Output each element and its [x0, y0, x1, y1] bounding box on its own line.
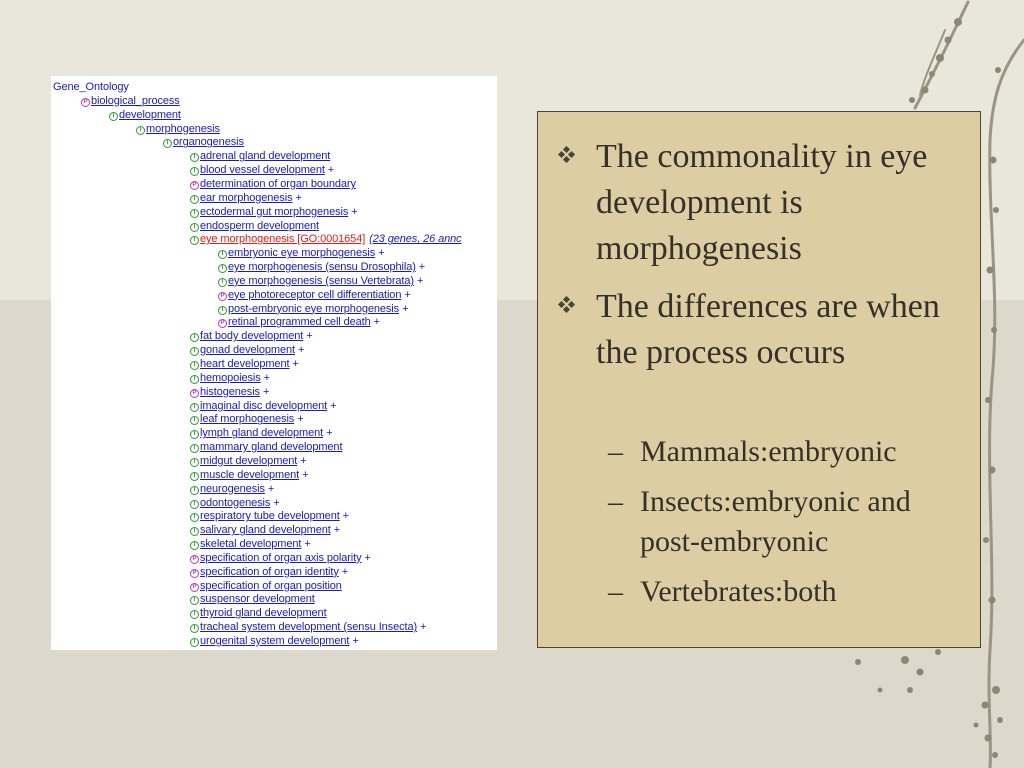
term-type-icon: I: [190, 223, 199, 232]
tree-term-link[interactable]: eye morphogenesis (sensu Vertebrata): [228, 274, 414, 287]
tree-term-link[interactable]: retinal programmed cell death: [228, 316, 371, 329]
tree-term-link[interactable]: lymph gland development: [200, 427, 324, 440]
annotation-count-link[interactable]: (23 genes, 26 annc: [369, 233, 462, 246]
tree-row: [163, 135, 244, 149]
term-type-icon: I: [190, 375, 199, 384]
term-type-icon: I: [218, 278, 227, 287]
tree-row: [81, 94, 180, 108]
expand-plus-icon[interactable]: +: [295, 191, 302, 204]
tree-term-link[interactable]: determination of organ boundary: [200, 177, 356, 190]
term-type-icon: I: [218, 306, 227, 315]
expand-plus-icon[interactable]: +: [402, 302, 409, 315]
term-type-icon: P: [190, 389, 199, 398]
term-type-icon: I: [190, 236, 199, 245]
diamond-cluster-icon: [558, 146, 576, 164]
tree-term-link[interactable]: adrenal gland development: [200, 150, 331, 163]
term-type-icon: I: [190, 416, 199, 425]
tree-term-link[interactable]: development: [119, 108, 181, 121]
tree-term-link[interactable]: morphogenesis: [146, 122, 220, 135]
tree-row: [190, 454, 307, 468]
expand-plus-icon[interactable]: +: [378, 247, 385, 260]
term-type-icon: I: [218, 250, 227, 259]
slide-text-box: [537, 111, 981, 648]
term-type-icon: I: [190, 513, 199, 522]
tree-term-link[interactable]: eye morphogenesis [GO:0001654]: [200, 233, 366, 246]
tree-term-link[interactable]: skeletal development: [200, 538, 302, 551]
tree-row: [218, 302, 408, 316]
term-type-icon: I: [190, 430, 199, 439]
bullet-text: The commonality in eye development is morphogenesis: [596, 138, 928, 267]
tree-row: [190, 579, 342, 593]
tree-term-link[interactable]: histogenesis: [200, 385, 260, 398]
expand-plus-icon[interactable]: +: [292, 358, 299, 370]
tree-term-link[interactable]: specification of organ axis polarity: [200, 551, 362, 564]
tree-row: [190, 523, 340, 537]
expand-plus-icon[interactable]: +: [267, 482, 275, 495]
expand-plus-icon[interactable]: +: [263, 371, 270, 384]
tree-term-link[interactable]: urogenital system development: [200, 635, 350, 647]
term-type-icon: I: [218, 264, 227, 273]
tree-term-link[interactable]: biological_process: [91, 94, 180, 107]
expand-plus-icon[interactable]: +: [273, 496, 280, 509]
tree-term-link[interactable]: neurogenesis: [200, 482, 265, 495]
expand-plus-icon[interactable]: +: [418, 261, 426, 274]
term-type-icon: I: [190, 167, 199, 176]
tree-term-link[interactable]: respiratory tube development: [200, 510, 340, 523]
tree-term-link[interactable]: mammary gland development: [200, 441, 343, 454]
tree-term-link[interactable]: odontogenesis: [200, 496, 271, 509]
expand-plus-icon[interactable]: +: [352, 635, 359, 647]
expand-plus-icon[interactable]: +: [302, 468, 309, 481]
tree-term-link[interactable]: eye photoreceptor cell differentiation: [228, 288, 402, 301]
term-type-icon: P: [190, 181, 199, 190]
tree-term-link[interactable]: midgut development: [200, 454, 298, 467]
term-type-icon: I: [190, 500, 199, 509]
tree-term-link[interactable]: thyroid gland development: [200, 607, 327, 620]
expand-plus-icon[interactable]: +: [333, 524, 341, 537]
expand-plus-icon[interactable]: +: [297, 413, 304, 426]
term-type-icon: P: [81, 98, 90, 107]
expand-plus-icon[interactable]: +: [342, 510, 349, 523]
tree-row: [190, 232, 462, 246]
expand-plus-icon[interactable]: +: [364, 551, 371, 564]
bullet-text: The differences are when the process occurs: [596, 288, 940, 371]
tree-term-link[interactable]: imaginal disc development: [200, 399, 328, 412]
tree-row: [190, 606, 327, 620]
expand-plus-icon[interactable]: +: [297, 344, 305, 357]
term-type-icon: I: [190, 541, 199, 550]
term-type-icon: P: [190, 569, 199, 578]
expand-plus-icon[interactable]: +: [327, 164, 335, 177]
tree-row: [190, 468, 308, 482]
tree-row: [190, 412, 304, 426]
term-type-icon: P: [218, 319, 227, 328]
gene-ontology-tree-panel: [51, 76, 497, 650]
term-type-icon: I: [190, 638, 199, 647]
tree-root-label: Gene_Ontology: [53, 81, 129, 93]
term-type-icon: I: [190, 195, 199, 204]
expand-plus-icon[interactable]: +: [420, 621, 427, 634]
tree-term-link[interactable]: eye morphogenesis (sensu Drosophila): [228, 261, 416, 274]
tree-row: [190, 329, 313, 343]
tree-term-link[interactable]: organogenesis: [173, 136, 244, 149]
tree-row: [190, 440, 342, 454]
tree-term-link[interactable]: specification of organ position: [200, 579, 342, 592]
tree-row: [190, 163, 334, 177]
term-type-icon: I: [163, 139, 172, 148]
expand-plus-icon[interactable]: +: [416, 274, 424, 287]
sub-bullet-text: Insects:embryonic and post-embryonic: [640, 485, 911, 558]
tree-term-link[interactable]: gonad development: [200, 344, 295, 357]
tree-term-link[interactable]: tracheal system development (sensu Insecta): [200, 621, 418, 634]
tree-row: [190, 620, 426, 634]
tree-row: [190, 537, 311, 551]
tree-row: [190, 385, 269, 399]
term-type-icon: I: [190, 486, 199, 495]
term-type-icon: I: [190, 527, 199, 536]
tree-row: [190, 496, 280, 510]
tree-term-link[interactable]: heart development: [200, 358, 290, 370]
term-type-icon: P: [190, 555, 199, 564]
tree-row: [190, 343, 304, 357]
tree-row: [190, 149, 330, 163]
tree-row: [218, 260, 425, 274]
tree-row: [190, 565, 348, 579]
tree-row: [190, 357, 299, 371]
tree-row: [190, 509, 349, 523]
term-type-icon: I: [190, 610, 199, 619]
term-type-icon: I: [109, 112, 118, 121]
sub-bullet-text: Mammals:embryonic: [640, 435, 897, 468]
tree-row: [190, 399, 336, 413]
tree-row: [218, 274, 423, 288]
dash-marker: –: [608, 435, 623, 468]
tree-row: [190, 191, 302, 205]
tree-row: [190, 482, 274, 496]
diamond-cluster-icon: [558, 296, 576, 314]
tree-term-link[interactable]: suspensor development: [200, 593, 315, 606]
tree-term-link[interactable]: salivary gland development: [200, 524, 331, 537]
tree-row: [109, 108, 181, 122]
term-type-icon: I: [190, 624, 199, 633]
tree-row: [190, 426, 332, 440]
tree-term-link[interactable]: blood vessel development: [200, 164, 325, 177]
term-type-icon: I: [190, 209, 199, 218]
expand-plus-icon[interactable]: +: [341, 565, 349, 578]
sub-bullet-text: Vertebrates:both: [640, 575, 837, 608]
tree-term-link[interactable]: specification of organ identity: [200, 565, 339, 578]
dash-marker: –: [608, 485, 623, 518]
tree-row: [190, 371, 270, 385]
tree-row: [190, 205, 358, 219]
tree-row: [136, 122, 220, 136]
expand-plus-icon[interactable]: +: [404, 288, 411, 301]
term-type-icon: P: [190, 583, 199, 592]
tree-term-link[interactable]: endosperm development: [200, 219, 319, 232]
term-type-icon: I: [190, 596, 199, 605]
term-type-icon: I: [136, 126, 145, 135]
tree-term-link[interactable]: ear morphogenesis: [200, 191, 293, 204]
tree-row: [218, 288, 411, 302]
tree-term-link[interactable]: embryonic eye morphogenesis: [228, 247, 376, 260]
tree-row: [218, 246, 384, 260]
tree-term-link[interactable]: ectodermal gut morphogenesis: [200, 205, 349, 218]
tree-row: [190, 219, 319, 233]
expand-plus-icon[interactable]: +: [351, 205, 358, 218]
term-type-icon: I: [190, 444, 199, 453]
term-type-icon: I: [190, 472, 199, 481]
term-type-icon: I: [190, 153, 199, 162]
term-type-icon: I: [190, 458, 199, 467]
tree-row: [190, 592, 315, 606]
term-type-icon: I: [190, 333, 199, 342]
tree-term-link[interactable]: post-embryonic eye morphogenesis: [228, 302, 400, 315]
expand-plus-icon[interactable]: +: [304, 538, 311, 551]
expand-plus-icon[interactable]: +: [300, 454, 307, 467]
tree-row: [190, 634, 359, 648]
expand-plus-icon[interactable]: +: [262, 385, 270, 398]
dash-marker: –: [608, 575, 623, 608]
tree-row: [218, 315, 380, 329]
tree-row: [190, 177, 356, 191]
tree-term-link[interactable]: hemopoiesis: [200, 371, 261, 384]
tree-row: [190, 551, 371, 565]
term-type-icon: I: [190, 347, 199, 356]
tree-term-link[interactable]: leaf morphogenesis: [200, 413, 295, 426]
term-type-icon: I: [190, 361, 199, 370]
expand-plus-icon[interactable]: +: [326, 427, 333, 440]
term-type-icon: P: [218, 292, 227, 301]
tree-row: [53, 80, 129, 94]
tree-term-link[interactable]: fat body development: [200, 330, 304, 343]
term-type-icon: I: [190, 403, 199, 412]
expand-plus-icon[interactable]: +: [373, 316, 380, 329]
expand-plus-icon[interactable]: +: [306, 330, 313, 343]
tree-term-link[interactable]: muscle development: [200, 468, 300, 481]
expand-plus-icon[interactable]: +: [330, 399, 337, 412]
